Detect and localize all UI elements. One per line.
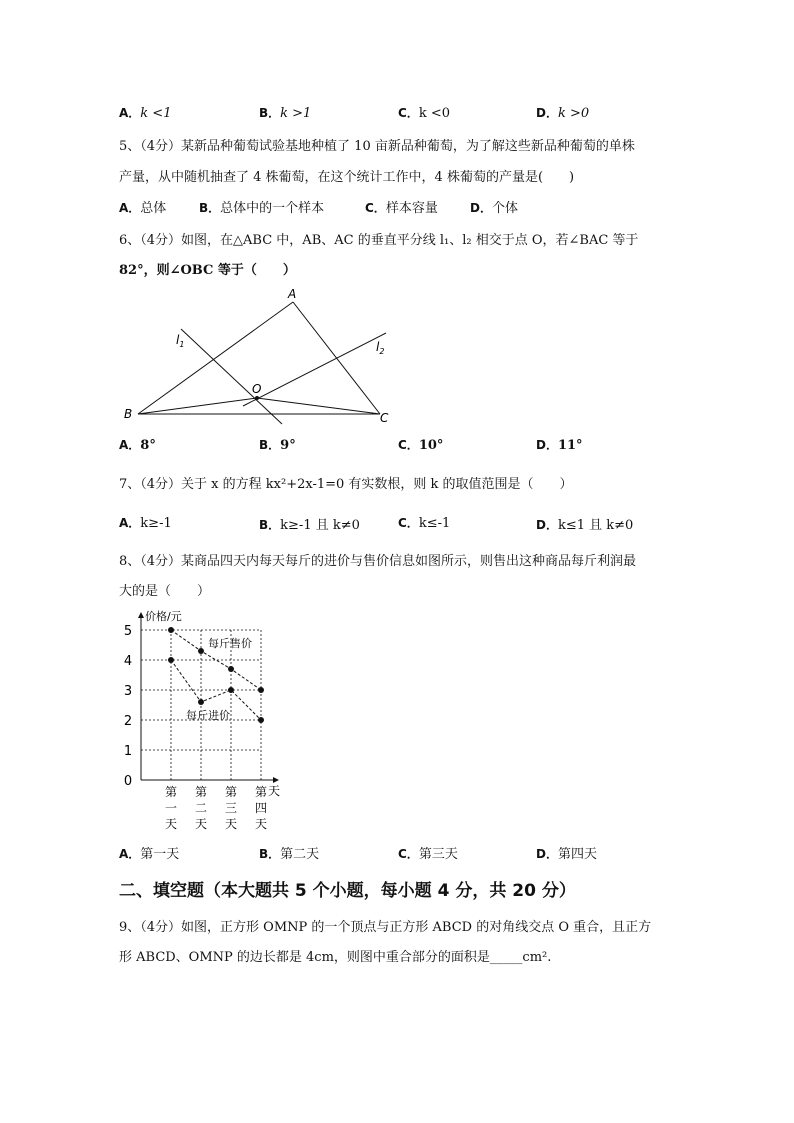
option-a[interactable]: A．总体 <box>119 201 167 216</box>
q6-triangle-figure <box>110 284 400 426</box>
option-d[interactable]: D．11° <box>536 438 583 453</box>
y-axis-label: 价格/元 <box>145 610 182 623</box>
option-c[interactable]: C．样本容量 <box>365 201 438 216</box>
q5-options <box>0 197 794 217</box>
q6-text-line2: 82°，则∠OBC 等于（ ） <box>119 263 296 278</box>
q6-options <box>0 436 794 456</box>
q8-price-chart <box>110 602 300 834</box>
label-l2 <box>376 340 384 356</box>
x-tick-label: 第 <box>194 785 208 799</box>
data-point <box>168 627 174 633</box>
x-axis-label: 天 <box>268 784 281 798</box>
data-point <box>198 699 204 705</box>
y-tick-label: 3 <box>123 684 133 699</box>
x-tick-label: 天 <box>164 817 178 831</box>
x-tick-label: 天 <box>224 817 238 831</box>
option-c[interactable]: C．k≤-1 <box>398 516 451 531</box>
segment-ob <box>138 398 257 414</box>
series-label-purchase: 每斤进价 <box>186 709 230 722</box>
q8-options <box>0 843 794 863</box>
q5-text-line1: 5、（4分）某新品种葡萄试验基地种植了 10 亩新品种葡萄，为了解这些新品种葡萄的单株 <box>119 139 635 154</box>
x-tick-label: 第 <box>224 785 238 799</box>
option-c[interactable]: C．10° <box>398 438 444 453</box>
option-d[interactable]: D．k≤1 且 k≠0 <box>536 518 634 533</box>
option-c[interactable]: C．第三天 <box>398 847 458 862</box>
option-a[interactable]: A．k <1 <box>119 106 172 121</box>
label-a: A <box>288 287 297 301</box>
option-b[interactable]: B．总体中的一个样本 <box>199 201 325 216</box>
option-b[interactable]: B．k >1 <box>259 106 312 121</box>
data-point <box>258 717 264 723</box>
y-tick-label: 4 <box>123 654 133 669</box>
label-l2-main: l <box>376 340 380 354</box>
x-tick-label: 天 <box>194 817 208 831</box>
option-b[interactable]: B．9° <box>259 438 296 453</box>
option-d[interactable]: D．个体 <box>470 201 518 216</box>
label-o: O <box>252 382 262 396</box>
option-b[interactable]: B．第二天 <box>259 847 320 862</box>
y-tick-label: 2 <box>123 714 133 729</box>
data-point <box>228 687 234 693</box>
option-d[interactable]: D．第四天 <box>536 847 597 862</box>
label-l1-sub: 1 <box>179 340 185 349</box>
x-tick-label: 三 <box>224 801 238 815</box>
q6-text-line1: 6、（4分）如图，在△ABC 中，AB、AC 的垂直平分线 l₁、l₂ 相交于点 O，若∠BAC 等于 <box>119 233 639 248</box>
label-b: B <box>124 407 133 421</box>
y-tick-label: 5 <box>123 624 133 639</box>
x-tick-label: 第 <box>254 785 268 799</box>
side-ab <box>138 302 293 414</box>
point-o <box>255 396 259 400</box>
option-a[interactable]: A．k≥-1 <box>119 516 172 531</box>
option-d[interactable]: D．k >0 <box>536 106 590 121</box>
section-heading: 二、填空题（本大题共 5 个小题，每小题 4 分，共 20 分） <box>119 881 576 901</box>
q8-text-line1: 8、（4分）某商品四天内每天每斤的进价与售价信息如图所示，则售出这种商品每斤利润最 <box>119 554 637 569</box>
option-a[interactable]: A．8° <box>119 438 156 453</box>
data-point <box>198 648 204 654</box>
x-tick-label: 四 <box>254 801 268 815</box>
y-tick-label: 0 <box>123 774 133 789</box>
data-point <box>258 687 264 693</box>
option-c[interactable]: C．k <0 <box>398 106 450 121</box>
q4-options <box>0 104 794 124</box>
label-l1-main: l <box>176 333 180 347</box>
data-point <box>228 666 234 672</box>
option-a[interactable]: A．第一天 <box>119 847 180 862</box>
option-b[interactable]: B．k≥-1 且 k≠0 <box>259 518 360 533</box>
q8-text-line2: 大的是（ ） <box>119 584 211 599</box>
x-tick-label: 一 <box>164 801 178 815</box>
line-l2 <box>243 333 386 406</box>
series-label-selling: 每斤售价 <box>208 637 252 650</box>
line-l1 <box>181 329 282 424</box>
q7-text: 7、（4分）关于 x 的方程 kx²+2x-1=0 有实数根，则 k 的取值范围是（ ） <box>119 477 573 492</box>
q9-text-line2: 形 ABCD、OMNP 的边长都是 4cm，则图中重合部分的面积是_____cm². <box>119 950 552 965</box>
x-tick-label: 天 <box>254 817 268 831</box>
q9-text-line1: 9、（4分）如图，正方形 OMNP 的一个顶点与正方形 ABCD 的对角线交点 O 重合，且正方 <box>119 920 652 935</box>
y-axis-arrow <box>138 612 144 618</box>
x-axis-arrow <box>273 777 279 783</box>
label-l1 <box>176 333 184 349</box>
q5-text-line2: 产量，从中随机抽查了 4 株葡萄，在这个统计工作中，4 株葡萄的产量是( ) <box>119 170 575 185</box>
q7-options <box>0 514 794 534</box>
x-tick-label: 二 <box>194 801 208 815</box>
segment-oc <box>257 398 380 414</box>
label-l2-sub: 2 <box>379 347 385 356</box>
label-c: C <box>380 411 389 425</box>
y-tick-label: 1 <box>123 744 133 759</box>
data-point <box>168 657 174 663</box>
x-tick-label: 第 <box>164 785 178 799</box>
